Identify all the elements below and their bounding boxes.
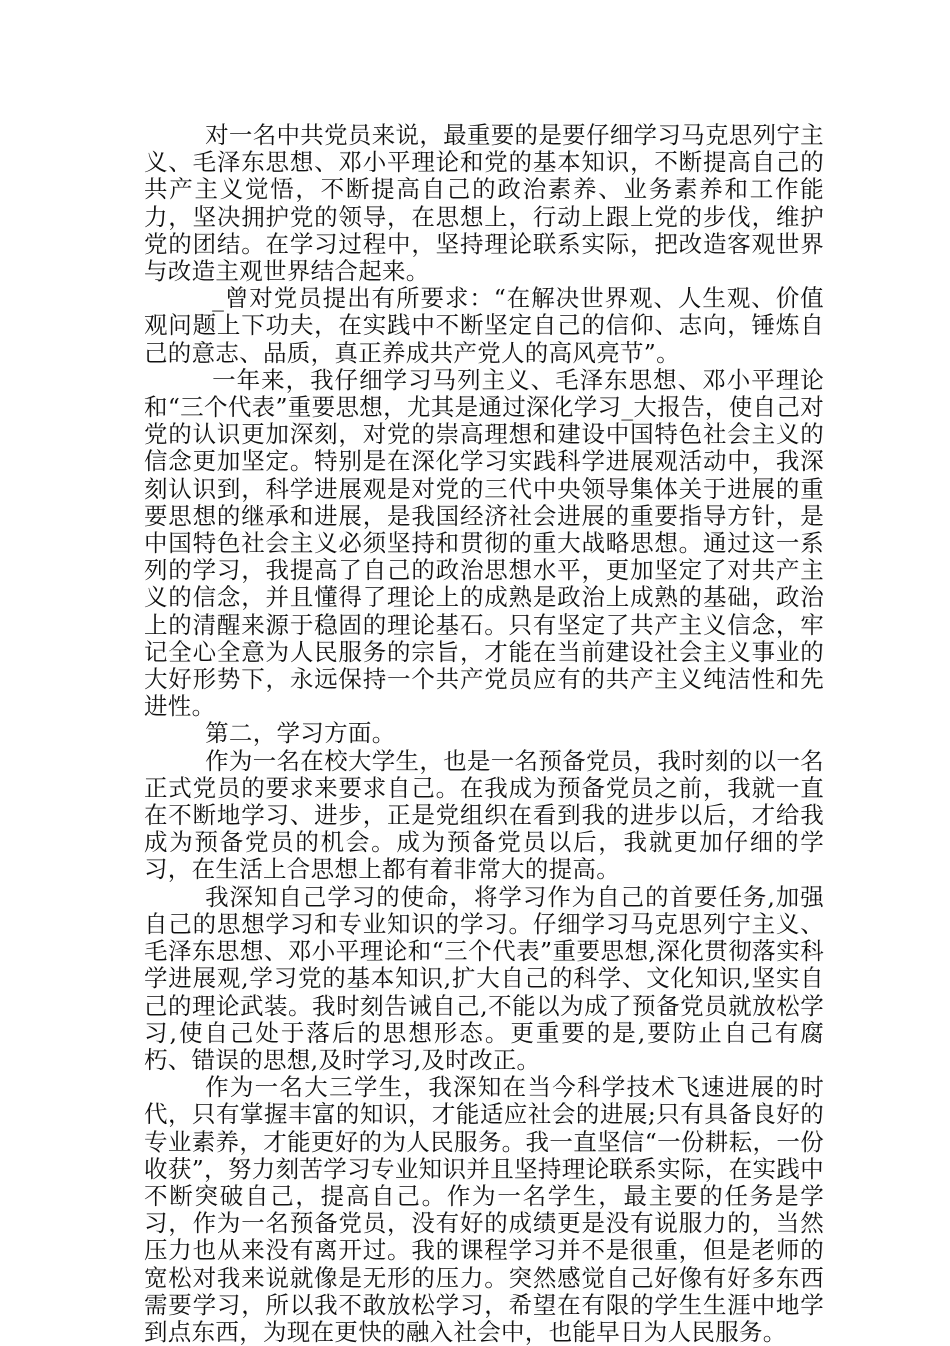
section-heading-study: 第二，学习方面。: [205, 719, 396, 748]
paragraph-study-mission: 我深知自己学习的使命，将学习作为自己的首要任务,加强自己的思想学习和专业知识的学习。仔细学习马克思列宁主义、毛泽东思想、邓小平理论和“三个代表”重要思想,深化贯彻落实科学进展观,学习党的基本知识,扩大自己的科学、文化知识,坚实自己的理论武装。我时刻告诫自己,不能以为成了预备党员就放松学习,使自己处于落后的思想形态。更重要的是,要防止自己有腐朽、错误的思想,及时学习,及时改正。: [144, 882, 824, 1074]
document-body: [144, 122, 824, 1346]
paragraph-year-review: 一年来，我仔细学习马列主义、毛泽东思想、邓小平理论和“三个代表”重要思想，尤其是通过深化学习_大报告，使自己对党的认识更加深刻，对党的崇高理想和建设中国特色社会主义的信念更加坚定。特别是在深化学习实践科学进展观活动中，我深刻认识到，科学进展观是对党的三代中央领导集体关于进展的重要思想的继承和进展，是我国经济社会进展的重要指导方针，是中国特色社会主义必须坚持和贯彻的重大战略思想。通过这一系列的学习，我提高了自己的政治思想水平，更加坚定了对共产主义的信念，并且懂得了理论上的成熟是政治上成熟的基础，政治上的清醒来源于稳固的理论基石。只有坚定了共产主义信念，牢记全心全意为人民服务的宗旨，才能在当前建设社会主义事业的大好形势下，永远保持一个共产党员应有的共产主义纯洁性和先进性。: [144, 365, 824, 721]
paragraph-student-probationary: 作为一名在校大学生，也是一名预备党员，我时刻的以一名正式党员的要求来要求自己。在我成为预备党员之前，我就一直在不断地学习、进步，正是党组织在看到我的进步以后，才给我成为预备党员的机会。成为预备党员以后，我就更加仔细的学习，在生活上合思想上都有着非常大的提高。: [144, 746, 824, 884]
paragraph-party-member-study: 对一名中共党员来说，最重要的是要仔细学习马克思列宁主义、毛泽东思想、邓小平理论和党的基本知识，不断提高自己的共产主义觉悟，不断提高自己的政治素养、业务素养和工作能力，坚决拥护党的领导，在思想上，行动上跟上党的步伐，维护党的团结。在学习过程中，坚持理论联系实际，把改造客观世界与改造主观世界结合起来。: [144, 121, 824, 286]
paragraph-junior-student: 作为一名大三学生，我深知在当今科学技术飞速进展的时代，只有掌握丰富的知识，才能适应社会的进展;只有具备良好的专业素养，才能更好的为人民服务。我一直坚信“一份耕耘，一份收获”，努力刻苦学习专业知识并且坚持理论联系实际，在实践中不断突破自己，提高自己。作为一名学生，最主要的任务是学习，作为一名预备党员，没有好的成绩更是没有说服力的，当然压力也从来没有离开过。我的课程学习并不是很重，但是老师的宽松对我来说就像是无形的压力。突然感觉自己好像有好多东西需要学习，所以我不敢放松学习，希望在有限的学生生涯中地学到点东西，为现在更快的融入社会中，也能早日为人民服务。: [144, 1073, 824, 1346]
paragraph-requirements-quote: _曾对党员提出有所要求：“在解决世界观、人生观、价值观问题上下功夫，在实践中不断坚定自己的信仰、志向，锤炼自己的意志、品质，真正养成共产党人的高风亮节”。: [144, 284, 824, 367]
